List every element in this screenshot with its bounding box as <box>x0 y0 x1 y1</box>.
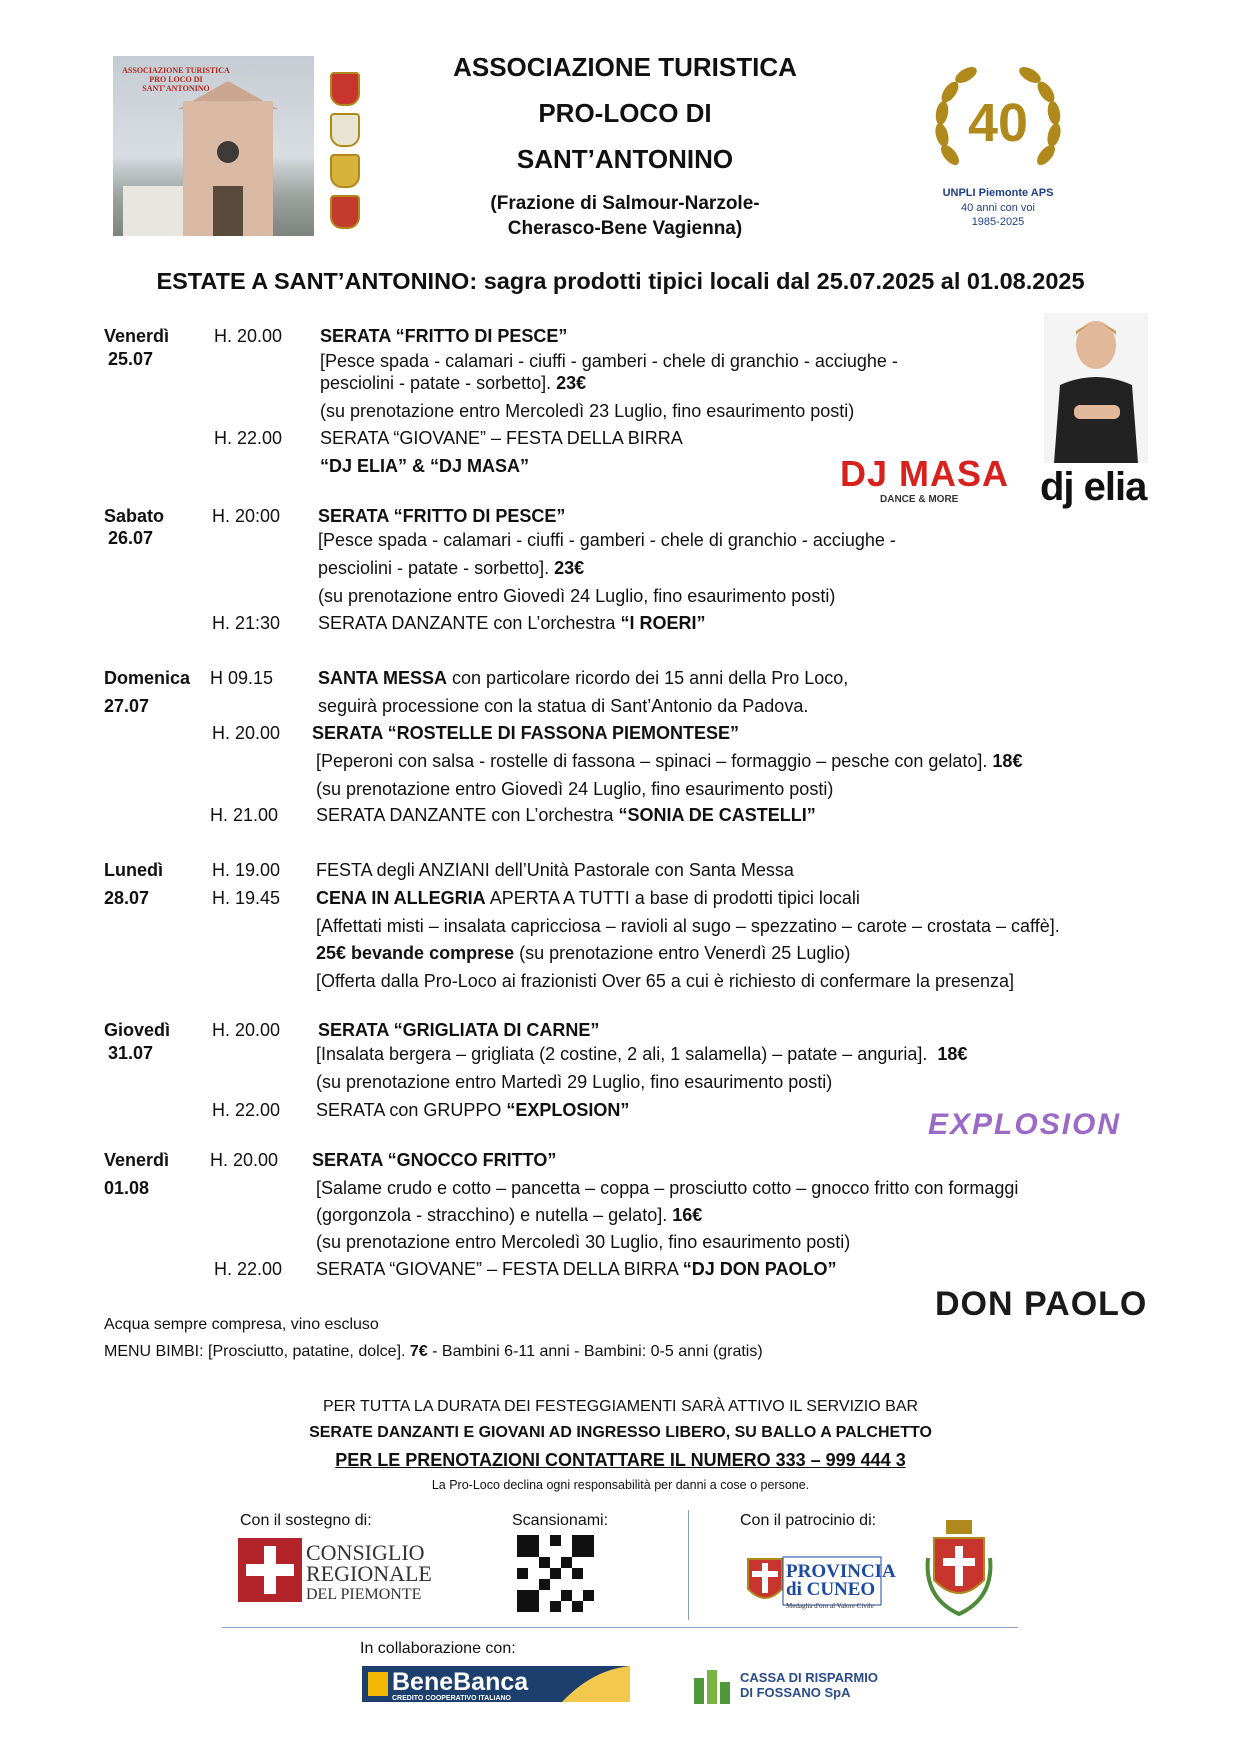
event-title: SERATA “GIOVANE” – FESTA DELLA BIRRA “DJ DON PAOLO” <box>316 1259 837 1279</box>
event-time: H. 19.00 <box>212 860 281 880</box>
price: 18€ <box>937 1044 968 1064</box>
price: 16€ <box>672 1205 703 1225</box>
explosion-logo: EXPLOSION <box>928 1108 1122 1141</box>
coat-of-arms-icon <box>330 154 360 188</box>
collaboration-label: In collaborazione con: <box>360 1640 516 1657</box>
event-detail: seguirà processione con la statua di Sant’Antonio da Padova. <box>318 696 809 716</box>
frazione-line1: (Frazione di Salmour-Narzole- <box>490 193 760 214</box>
menu-line: [Peperoni con salsa - rostelle di fassona – spinaci – formaggio – pesche con gelato]. 18€ <box>316 751 1023 771</box>
event-title: FESTA degli ANZIANI dell’Unità Pastorale con Santa Messa <box>316 860 794 880</box>
event-title: SERATA “ROSTELLE DI FASSONA PIEMONTESE” <box>312 723 740 743</box>
dj-name: “DJ DON PAOLO” <box>682 1259 837 1279</box>
event-headline: ESTATE A SANT’ANTONINO: sagra prodotti tipici locali dal 25.07.2025 al 01.08.2025 <box>156 268 1085 294</box>
town-coat-of-arms-icon <box>922 1518 996 1618</box>
day-name: Domenica <box>104 668 191 688</box>
band-name: “SONIA DE CASTELLI” <box>618 805 816 825</box>
day-name: Sabato <box>104 506 165 526</box>
water-note: Acqua sempre compresa, vino escluso <box>104 1316 379 1333</box>
event-title: SERATA “GRIGLIATA DI CARNE” <box>318 1020 600 1040</box>
unpli-name: UNPLI Piemonte APS <box>942 187 1054 199</box>
anniversary-number: 40 <box>967 93 1029 153</box>
cassa-fossano-icon <box>690 1664 734 1708</box>
support-label: Con il sostegno di: <box>240 1512 372 1529</box>
coat-of-arms-icon <box>330 195 360 229</box>
booking-note: (su prenotazione entro Martedì 29 Luglio, fino esaurimento posti) <box>316 1072 833 1092</box>
day-name: Venerdì <box>104 326 170 346</box>
patronage-label: Con il patrocinio di: <box>740 1512 877 1529</box>
menu-line: pesciolini - patate - sorbetto]. 23€ <box>320 373 587 393</box>
association-title: ASSOCIAZIONE TURISTICA <box>453 52 797 82</box>
event-title: SERATA “FRITTO DI PESCE” <box>320 326 568 346</box>
offer-note: [Offerta dalla Pro-Loco ai frazionisti Over 65 a cui è richiesto di confermare la presenza] <box>316 971 1015 991</box>
price: 23€ <box>556 373 587 393</box>
event-title: SANTA MESSA con particolare ricordo dei 15 anni della Pro Loco, <box>318 668 849 688</box>
event-time: H. 21:30 <box>212 613 281 633</box>
dj-names: “DJ ELIA” & “DJ MASA” <box>320 456 530 476</box>
menu-line: [Salame crudo e cotto – pancetta – coppa – prosciutto cotto – gnocco fritto con formaggi <box>316 1178 1019 1198</box>
unpli-years: 1985-2025 <box>971 216 1025 228</box>
unpli-tagline: 40 anni con voi <box>961 202 1035 214</box>
disclaimer: La Pro-Loco declina ogni responsabilità per danni a cose o persone. <box>431 1478 810 1492</box>
bar-note: PER TUTTA LA DURATA DEI FESTEGGIAMENTI SARÀ ATTIVO IL SERVIZIO BAR <box>322 1398 919 1415</box>
band-name: “EXPLOSION” <box>506 1100 630 1120</box>
event-time: H. 20.00 <box>214 326 283 346</box>
qr-code[interactable] <box>517 1535 594 1612</box>
day-date: 28.07 <box>104 888 150 908</box>
event-title: CENA IN ALLEGRIA APERTA A TUTTI a base di prodotti tipici locali <box>316 888 860 908</box>
price: 25€ bevande comprese <box>316 943 515 963</box>
event-title: SERATA DANZANTE con L’orchestra “SONIA DE CASTELLI” <box>316 805 816 825</box>
event-time: H. 20:00 <box>212 506 281 526</box>
event-time: H. 20.00 <box>212 723 281 743</box>
event-time: H. 19.45 <box>212 888 281 908</box>
event-title: SERATA “FRITTO DI PESCE” <box>318 506 566 526</box>
event-time: H. 20.00 <box>210 1150 279 1170</box>
menu-line: [Pesce spada - calamari - ciuffi - gamberi - chele di granchio - acciughe - <box>318 530 896 550</box>
consiglio-regionale-icon <box>238 1538 302 1602</box>
menu-line: [Pesce spada - calamari - ciuffi - gamberi - chele di granchio - acciughe - <box>320 351 898 371</box>
don-paolo-logo: DON PAOLO <box>935 1285 1148 1323</box>
benebanca-tagline: CREDITO COOPERATIVO ITALIANO <box>392 1695 512 1702</box>
day-date: 01.08 <box>104 1178 150 1198</box>
dj-elia-logo: dj elia <box>1040 465 1147 509</box>
dj-masa-tagline: DANCE & MORE <box>880 494 959 505</box>
day-date: 27.07 <box>104 696 150 716</box>
event-title: SERATA “GNOCCO FRITTO” <box>312 1150 557 1170</box>
menu-line: [Affettati misti – insalata capricciosa – ravioli al sugo – spezzatino – carote – crostata – caffè]. <box>316 916 1060 936</box>
coat-of-arms-icon <box>330 113 360 147</box>
event-title: SERATA “GIOVANE” – FESTA DELLA BIRRA <box>320 428 683 448</box>
price: 18€ <box>992 751 1023 771</box>
association-title-line2: PRO-LOCO DI <box>538 98 712 128</box>
coat-of-arms-column <box>330 72 360 229</box>
dj-masa-logo: DJ MASA <box>840 453 1010 494</box>
booking-note: (su prenotazione entro Giovedì 24 Luglio, fino esaurimento posti) <box>318 586 836 606</box>
church-photo-caption: ASSOCIAZIONE TURISTICA PRO LOCO DI SANT'ANTONINO <box>122 66 230 93</box>
scan-label: Scansionami: <box>512 1512 609 1529</box>
divider <box>222 1627 1018 1628</box>
kids-menu: MENU BIMBI: [Prosciutto, patatine, dolce]. 7€ - Bambini 6-11 anni - Bambini: 0-5 anni (gratis) <box>104 1343 763 1360</box>
divider <box>688 1510 689 1620</box>
day-name: Giovedì <box>104 1020 171 1040</box>
booking-note: (su prenotazione entro Mercoledì 23 Luglio, fino esaurimento posti) <box>320 401 855 421</box>
event-time: H. 22.00 <box>214 428 283 448</box>
menu-line: [Insalata bergera – grigliata (2 costine, 2 ali, 1 salamella) – patate – anguria]. 18€ <box>316 1044 968 1064</box>
contact-phone: PER LE PRENOTAZIONI CONTATTARE IL NUMERO 333 – 999 444 3 <box>335 1450 906 1470</box>
day-name: Lunedì <box>104 860 163 880</box>
day-date: 31.07 <box>108 1043 154 1063</box>
event-time: H. 22.00 <box>214 1259 283 1279</box>
event-time: H. 20.00 <box>212 1020 281 1040</box>
coat-of-arms-icon <box>330 72 360 106</box>
dj-elia-photo <box>1044 313 1148 463</box>
association-title-line3: SANT’ANTONINO <box>516 144 734 174</box>
event-time: H. 22.00 <box>212 1100 281 1120</box>
provincia-cuneo-motto: Medaglia d'oro al Valore Civile <box>786 1602 874 1610</box>
booking-note: (su prenotazione entro Mercoledì 30 Luglio, fino esaurimento posti) <box>316 1232 851 1252</box>
event-time: H. 21.00 <box>210 805 279 825</box>
booking-note: (su prenotazione entro Giovedì 24 Luglio, fino esaurimento posti) <box>316 779 834 799</box>
day-date: 25.07 <box>108 349 154 369</box>
price: 23€ <box>554 558 585 578</box>
cassa-fossano-logo: CASSA DI RISPARMIO DI FOSSANO SpA <box>740 1670 878 1700</box>
booking-note: 25€ bevande comprese (su prenotazione entro Venerdì 25 Luglio) <box>316 943 851 963</box>
church-photo <box>113 56 314 236</box>
day-name: Venerdì <box>104 1150 170 1170</box>
provincia-cuneo-logo: PROVINCIA di CUNEO <box>786 1561 896 1600</box>
band-name: “I ROERI” <box>620 613 706 633</box>
entry-note: SERATE DANZANTI E GIOVANI AD INGRESSO LIBERO, SU BALLO A PALCHETTO <box>309 1424 932 1441</box>
menu-line: pesciolini - patate - sorbetto]. 23€ <box>318 558 585 578</box>
frazione-line2: Cherasco-Bene Vagienna) <box>507 218 743 239</box>
day-date: 26.07 <box>108 528 154 548</box>
menu-line: (gorgonzola - stracchino) e nutella – gelato]. 16€ <box>316 1205 703 1225</box>
kids-price: 7€ <box>409 1343 428 1360</box>
event-title: SERATA DANZANTE con L’orchestra “I ROERI” <box>318 613 706 633</box>
consiglio-regionale-logo: CONSIGLIO REGIONALE DEL PIEMONTE <box>306 1540 432 1603</box>
event-title: SERATA con GRUPPO “EXPLOSION” <box>316 1100 630 1120</box>
event-time: H 09.15 <box>210 668 274 688</box>
benebanca-logo: BeneBanca <box>392 1668 529 1696</box>
